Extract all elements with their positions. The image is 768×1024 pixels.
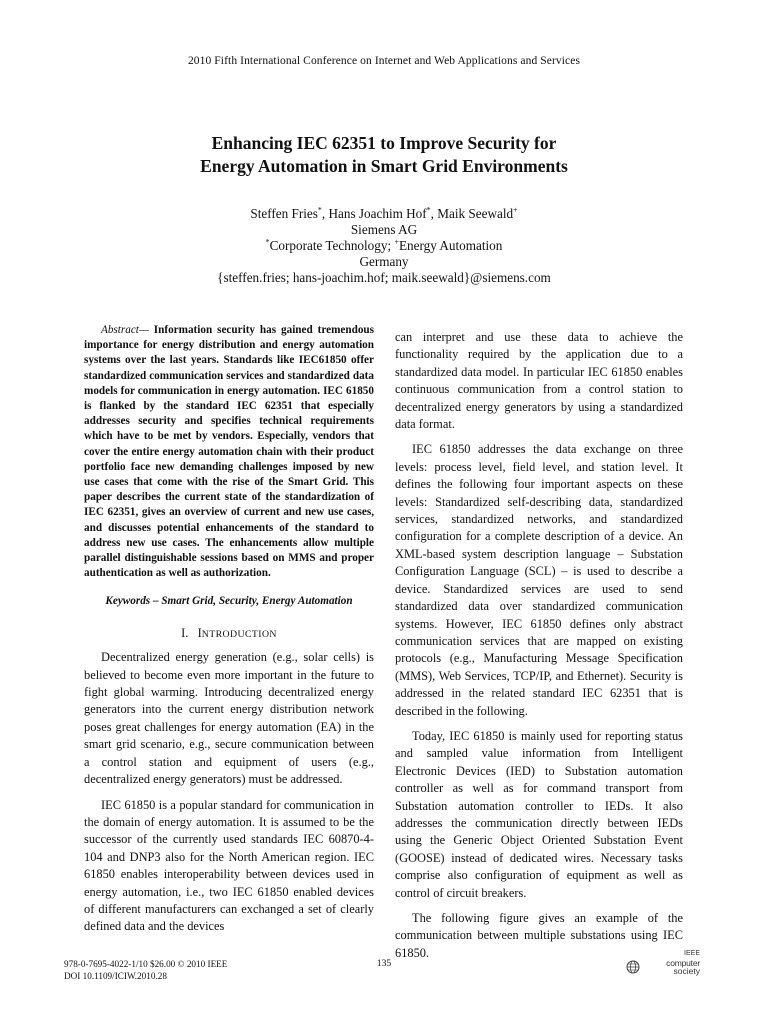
logo-line-2: computer (666, 957, 700, 968)
dept-1: Corporate Technology; (269, 238, 395, 253)
left-column (84, 323, 374, 936)
author-block (0, 206, 768, 286)
paragraph: can interpret and use these data to achieve the functionality required by the application due to a standardized data model. In particular IEC 61850 enables continuous communication from a control station to decentralized energy generators by using a standardized data format. (395, 330, 683, 432)
paragraph: IEC 61850 is a popular standard for communication in the domain of energy automation. It is assumed to be the successor of the currently used standards IEC 60870-4-104 and DNP3 also for the North American region. IEC 61850 enables interoperability between devices used in energy automation, i.e., two IEC 61850 enabled devices of different manufacturers can exchanged a set of clearly defined data and the devices (84, 797, 374, 934)
logo-line-1: IEEE (684, 950, 700, 957)
author-3-mark: + (513, 205, 518, 215)
author-2-mark: * (426, 205, 431, 215)
author-2: Hans Joachim Hof (328, 206, 427, 221)
country: Germany (359, 254, 409, 269)
paragraph: The following figure gives an example of the communication between multiple substations using IEC 61850. (395, 911, 683, 960)
footer-doi: DOI 10.1109/ICIW.2010.28 (64, 971, 167, 981)
globe-icon (626, 960, 640, 974)
dept-2-mark: + (394, 237, 399, 247)
section-number: I. (181, 625, 189, 640)
logo-text (642, 950, 700, 976)
author-emails: {steffen.fries; hans-joachim.hof; maik.seewald}@siemens.com (217, 270, 551, 285)
abstract (84, 323, 374, 581)
author-1: Steffen Fries (250, 206, 318, 221)
section-heading-introduction (84, 625, 374, 643)
title-line-2: Energy Automation in Smart Grid Environments (200, 156, 568, 176)
author-3: Maik Seewald (437, 206, 514, 221)
footer-isbn: 978-0-7695-4022-1/10 $26.00 © 2010 IEEE (64, 959, 228, 969)
abstract-lead: Abstract— (101, 324, 149, 336)
paragraph: Decentralized energy generation (e.g., solar cells) is believed to become even more important in the future to fight global warming. Introducing decentralized energy generators into the current energy distribution network poses great challenges for energy automation (EA) in the smart grid scenario, e.g., secure communication between a control station and equipment of users (e.g., decentralized energy generators) must be addressed. (84, 650, 374, 787)
affiliation: Siemens AG (350, 222, 418, 237)
conference-header: 2010 Fifth International Conference on Internet and Web Applications and Services (187, 55, 581, 67)
logo-line-3: society (673, 966, 700, 976)
title-line-1: Enhancing IEC 62351 to Improve Security for (211, 133, 557, 153)
paper-title (0, 132, 768, 178)
right-column (395, 329, 683, 962)
author-separator: , (430, 206, 438, 221)
dept-2: Energy Automation (398, 238, 503, 253)
section-title-rest: NTRODUCTION (201, 628, 277, 640)
abstract-body: Information security has gained tremendous importance for energy distribution and energy automation systems over the last years. Standards like IEC61850 offer standardized communication services and standardized data models for communication in energy automation. IEC 61850 is flanked by the standard IEC 62351 that especially addresses security and specifies technical requirements which have to be met by vendors. Especially, vendors that cover the entire energy automation chain with their product portfolio face new demanding challenges imposed by new use cases that come with the rise of the Smart Grid. This paper describes the current state of the standardization of IEC 62351, gives an overview of current and new use cases, and discusses potential enhancements of the standard to address new use cases. The enhancements allow multiple parallel distinguishable sessions based on MMS and proper authentication as well as authorization. (84, 324, 374, 580)
page-number: 135 (376, 958, 392, 969)
keywords: Keywords – Smart Grid, Security, Energy Automation (105, 595, 353, 608)
paragraph: IEC 61850 addresses the data exchange on three levels: process level, field level, and station level. It defines the following four important aspects on these levels: Standardized self-describing data, standardized services, standardized networks, and standardized configuration for a complete description of a device. An XML-based system description language – Substation Configuration Language (SCL) – is used to describe a device. Standardized services are used to send standardized data over standardized communication systems. However, IEC 61850 defines only abstract communication services that are mapped on existing protocols (e.g., Manufacturing Message Specification (MMS), Web Services, TCP/IP, and Ethernet). Security is addressed in the related standard IEC 62351 that is described in the following. (395, 442, 683, 718)
ieee-computer-society-logo (626, 950, 716, 982)
departments (0, 238, 768, 254)
paragraph: Today, IEC 61850 is mainly used for reporting status and sampled value information from Intelligent Electronic Devices (IED) to Substation automation controller as well as for command transport from Substation automation controller to IEDs. It also addresses the communication directly between IEDs using the Generic Object Oriented Substation Event (GOOSE) instead of dedicated wires. Necessary tasks comprise also configuration of equipment as well as control of circuit breakers. (395, 728, 683, 900)
author-names (0, 206, 768, 222)
author-separator: , (321, 206, 329, 221)
section-title-initial: I (197, 625, 202, 640)
author-1-mark: * (317, 205, 322, 215)
dept-1-mark: * (265, 237, 270, 247)
